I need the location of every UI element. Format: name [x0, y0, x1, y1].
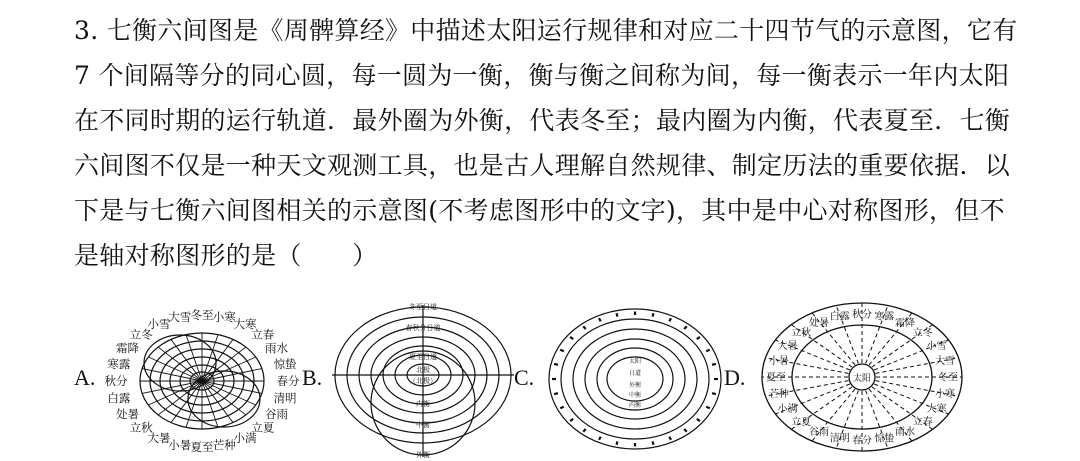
option-b-label-outer: 外衡	[416, 451, 430, 459]
option-a-term: 立秋	[129, 420, 153, 435]
option-d-term: 大寒	[926, 404, 947, 415]
option-b-label-winter: 冬至日道	[409, 303, 437, 311]
option-d-term: 雨水	[895, 427, 915, 439]
option-c-tick	[583, 326, 585, 329]
option-c-label-outer: 外衡	[628, 382, 642, 389]
option-c-tick	[684, 326, 686, 329]
option-c-tick	[712, 364, 716, 365]
option-d-term: 小雪	[926, 341, 947, 352]
option-a-spokes	[140, 333, 264, 429]
option-b-label-inner: 内衡	[416, 400, 430, 408]
question-text	[74, 8, 1044, 278]
option-d-label[interactable]: D.	[724, 365, 746, 390]
option-a-term: 夏至	[190, 440, 214, 454]
option-a-term: 惊蛰	[273, 356, 297, 371]
option-c-label[interactable]: C.	[514, 365, 535, 390]
option-d-term: 大暑	[777, 341, 798, 352]
option-c-tick	[697, 419, 700, 421]
option-d-term: 惊蛰	[874, 433, 895, 445]
option-c-tick	[706, 407, 710, 409]
option-d-term: 立夏	[791, 417, 812, 429]
option-a-term: 小满	[233, 431, 257, 446]
option-c-tick	[669, 318, 671, 321]
option-c-label-sun: 太阳	[628, 358, 642, 365]
option-d-term: 立春	[912, 417, 933, 429]
option-d-term: 芒种	[768, 388, 789, 400]
option-b-label-pole2: （北极）	[409, 377, 437, 385]
option-c-labels	[629, 357, 641, 409]
option-c-tick	[712, 393, 716, 394]
option-a-term: 芒种	[212, 437, 236, 452]
option-d-term: 大雪	[935, 356, 956, 368]
option-c-tick	[554, 393, 558, 394]
option-d-term: 小满	[777, 404, 798, 415]
option-a-term: 大雪	[168, 310, 192, 325]
option-c-tick	[560, 350, 564, 352]
question-line: 7 个间隔等分的同心圆，每一圆为一衡，衡与衡之间称为间，每一衡表示一年内太阳	[74, 61, 1010, 90]
option-c-label-middle: 中衡	[628, 392, 642, 399]
option-c-tick	[697, 337, 700, 339]
option-b-figure[interactable]	[328, 299, 518, 459]
option-d-center-label: 太阳	[852, 374, 872, 384]
option-d-term: 秋分	[852, 309, 872, 321]
option-d-figure[interactable]	[752, 299, 972, 459]
option-a-term: 雨水	[264, 341, 288, 355]
option-d-term: 寒露	[874, 311, 895, 323]
option-d-term: 春分	[852, 435, 872, 447]
option-d-term: 立秋	[791, 327, 812, 339]
option-d-term: 处暑	[809, 317, 829, 329]
option-c-tick	[653, 313, 654, 316]
option-c-tick	[617, 313, 618, 316]
option-a-term: 小寒	[212, 310, 236, 325]
option-b-label-middle: 中衡	[416, 421, 430, 429]
option-d-term: 霜降	[895, 317, 915, 329]
option-d-term: 小暑	[768, 356, 789, 368]
option-c-label-inner: 内衡	[628, 402, 642, 409]
option-a-label[interactable]: A.	[74, 365, 96, 390]
option-a-term: 秋分	[104, 374, 128, 388]
option-d-term: 冬至	[938, 372, 958, 384]
option-a-term: 白露	[107, 391, 131, 406]
option-c-tick	[599, 437, 601, 440]
option-a-term: 春分	[276, 374, 300, 388]
option-c-tick	[583, 429, 585, 432]
option-d-term: 谷雨	[809, 427, 829, 439]
option-c-tick	[617, 441, 618, 444]
option-c-rings	[549, 309, 721, 449]
option-c-tick	[684, 429, 686, 432]
option-b-label[interactable]: B.	[302, 365, 323, 390]
option-a-term: 立春	[251, 327, 275, 342]
option-a-term: 寒露	[107, 356, 131, 371]
option-a-term: 小暑	[168, 437, 192, 452]
question-line: 六间图不仅是一种天文观测工具，也是古人理解自然规律、制定历法的重要依据．以	[74, 151, 1011, 180]
option-a-term: 谷雨	[264, 407, 288, 421]
option-a-term: 大寒	[233, 316, 257, 331]
option-b-label-pole: 北极	[416, 366, 430, 374]
option-b-label-equinox: 春秋分日道	[405, 324, 441, 332]
option-d-term: 小寒	[935, 388, 956, 400]
option-a-term: 立冬	[129, 327, 153, 342]
question-line: 在不同时期的运行轨道．最外圈为外衡，代表冬至；最内圈为内衡，代表夏至．七衡	[74, 106, 1011, 135]
option-c-figure[interactable]	[540, 299, 730, 459]
question-line: 是轴对称图形的是（ ）	[74, 241, 378, 270]
option-a-term: 大暑	[147, 431, 171, 446]
option-a-term: 处暑	[116, 407, 140, 421]
option-a-term: 立夏	[251, 420, 275, 435]
option-c-tick	[669, 437, 671, 440]
option-b-label-summer: 夏至日道	[409, 353, 437, 361]
option-c-tick	[570, 337, 573, 339]
option-a-figure[interactable]	[96, 299, 308, 459]
option-d-term: 夏至	[766, 372, 786, 384]
option-d-term: 清明	[829, 433, 850, 445]
option-a-term: 冬至	[190, 308, 214, 322]
option-d-term: 白露	[829, 311, 850, 323]
option-c-tick	[653, 441, 654, 444]
option-c-tick	[570, 419, 573, 421]
option-a-term: 霜降	[116, 341, 140, 355]
option-c-tick	[706, 350, 710, 352]
option-a-term: 清明	[273, 391, 297, 406]
option-c-label-path: 日道	[628, 370, 642, 377]
option-a-term: 小雪	[147, 316, 171, 331]
option-c-tick	[560, 407, 564, 409]
option-c-tick	[554, 364, 558, 365]
option-d-term: 立冬	[912, 327, 933, 339]
question-line: 下是与七衡六间图相关的示意图(不考虑图形中的文字)，其中是中心对称图形，但不	[74, 196, 1005, 225]
question-line: 3. 七衡六间图是《周髀算经》中描述太阳运行规律和对应二十四节气的示意图，它有	[74, 16, 1018, 45]
option-c-tick	[599, 318, 601, 321]
option-c-tick-marks	[552, 312, 718, 447]
answer-options	[0, 295, 1080, 461]
